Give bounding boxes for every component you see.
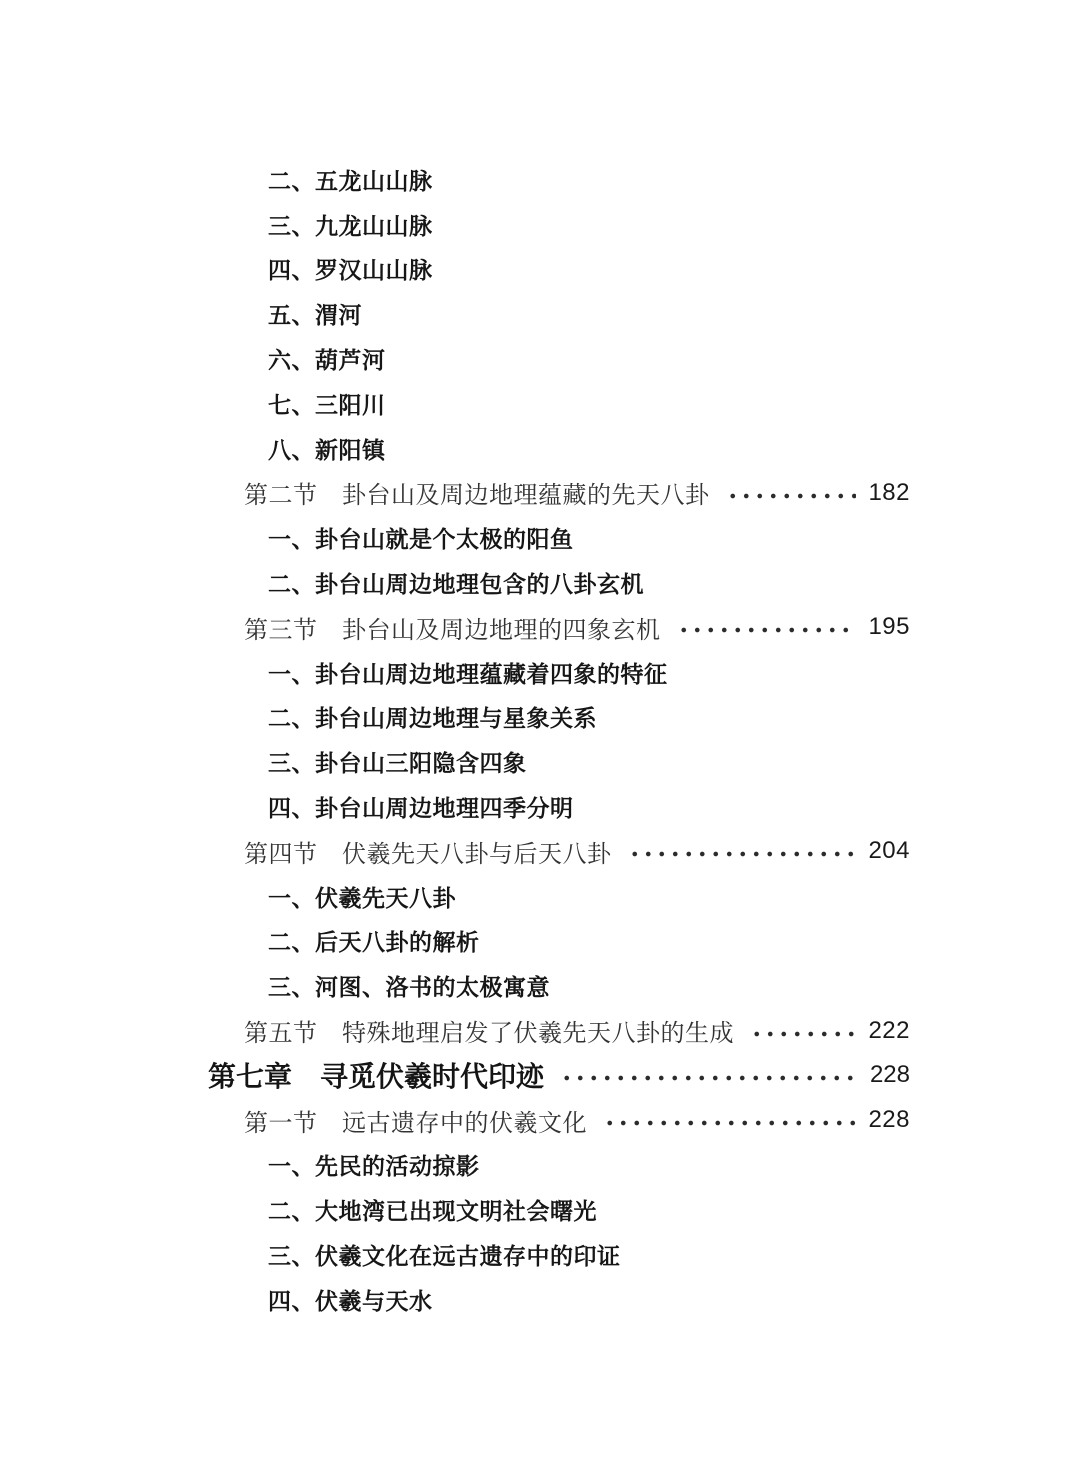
toc-entry-label: 三、九龙山山脉: [268, 213, 433, 239]
toc-entry-label: 六、葫芦河: [268, 348, 386, 374]
toc-entry: [0, 874, 1080, 919]
toc-entry: [0, 202, 1080, 247]
toc-entry-label: 二、卦台山周边地理与星象关系: [268, 706, 597, 732]
toc-entry: [0, 291, 1080, 336]
toc-entry: [0, 1232, 1080, 1277]
toc-entry: [0, 1187, 1080, 1232]
toc-entry: [0, 515, 1080, 560]
toc-entry-label: 第四节 伏羲先天八卦与后天八卦: [244, 841, 612, 868]
toc-entry-label: 八、新阳镇: [268, 437, 386, 463]
toc-entry: [0, 1098, 1080, 1143]
toc-page-number: 228: [869, 1061, 910, 1089]
toc-entry-label: 一、先民的活动掠影: [268, 1154, 480, 1180]
toc-entry-label: 五、渭河: [268, 303, 362, 329]
toc-entry: [0, 247, 1080, 292]
toc-entry-label: 第七章 寻觅伏羲时代印迹: [208, 1061, 545, 1093]
toc-entry: [0, 963, 1080, 1008]
toc-entry: [0, 381, 1080, 426]
toc-page-number: 182: [868, 478, 910, 506]
toc-entry-label: 三、伏羲文化在远古遗存中的印证: [268, 1244, 621, 1270]
toc-list: [0, 157, 1080, 1322]
toc-leader-dots: [560, 1074, 856, 1082]
toc-entry-label: 第五节 特殊地理启发了伏羲先天八卦的生成: [244, 1021, 734, 1048]
toc-entry-label: 一、卦台山就是个太极的阳鱼: [268, 527, 574, 553]
toc-entry-label: 一、伏羲先天八卦: [268, 885, 456, 911]
toc-entry-label: 二、五龙山山脉: [268, 168, 433, 194]
toc-entry-label: 第二节 卦台山及周边地理蕴藏的先天八卦: [244, 483, 710, 510]
toc-leader-dots: [603, 1119, 856, 1127]
toc-entry-label: 第三节 卦台山及周边地理的四象玄机: [244, 617, 661, 644]
toc-entry-label: 四、卦台山周边地理四季分明: [268, 796, 574, 822]
toc-leader-dots: [628, 850, 857, 858]
toc-leader-dots: [677, 626, 857, 634]
toc-page-number: 222: [868, 1016, 910, 1044]
toc-entry: [0, 471, 1080, 516]
toc-entry: [0, 695, 1080, 740]
toc-page-number: 228: [868, 1106, 910, 1134]
toc-entry-label: 三、河图、洛书的太极寓意: [268, 975, 550, 1001]
toc-entry: [0, 336, 1080, 381]
toc-entry-label: 二、卦台山周边地理包含的八卦玄机: [268, 572, 644, 598]
toc-entry-label: 二、后天八卦的解析: [268, 930, 480, 956]
toc-entry: [0, 650, 1080, 695]
toc-entry: [0, 1053, 1080, 1098]
toc-entry: [0, 1277, 1080, 1322]
toc-leader-dots: [726, 492, 857, 500]
toc-entry-label: 四、伏羲与天水: [268, 1288, 433, 1314]
toc-page-number: 195: [868, 613, 910, 641]
toc-entry-label: 二、大地湾已出现文明社会曙光: [268, 1199, 597, 1225]
toc-leader-dots: [750, 1030, 856, 1038]
toc-entry: [0, 784, 1080, 829]
toc-entry-label: 三、卦台山三阳隐含四象: [268, 751, 527, 777]
toc-entry: [0, 739, 1080, 784]
toc-entry-label: 七、三阳川: [268, 392, 386, 418]
toc-entry-label: 第一节 远古遗存中的伏羲文化: [244, 1110, 587, 1137]
toc-entry: [0, 157, 1080, 202]
toc-entry: [0, 1143, 1080, 1188]
toc-page-number: 204: [868, 837, 910, 865]
toc-entry-label: 四、罗汉山山脉: [268, 258, 433, 284]
toc-entry: [0, 829, 1080, 874]
toc-entry: [0, 1008, 1080, 1053]
toc-entry-label: 一、卦台山周边地理蕴藏着四象的特征: [268, 661, 668, 687]
toc-entry: [0, 560, 1080, 605]
toc-entry: [0, 605, 1080, 650]
toc-entry: [0, 919, 1080, 964]
toc-entry: [0, 426, 1080, 471]
